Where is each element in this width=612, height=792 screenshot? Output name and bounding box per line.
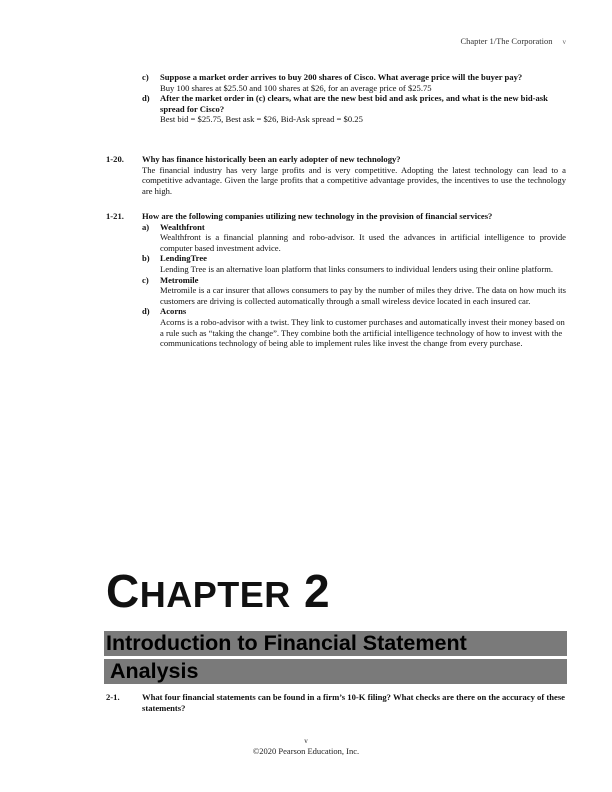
page-header — [460, 36, 566, 46]
question-1-20 — [106, 154, 566, 196]
part-answer: Metromile is a car insurer that allows consumers to pay by the number of miles they drive. The data on how much its customers are driving is collected automatically through a small wireless device located in each insured car. — [160, 285, 566, 306]
part-answer: Wealthfront is a financial planning and robo-advisor. It used the advances in artificial intelligence to provide computer based investment advice. — [160, 232, 566, 253]
question-1-21 — [106, 211, 566, 349]
part-label: a) — [142, 221, 150, 232]
question-part-d — [106, 306, 566, 317]
chapter-title-bar-2 — [104, 659, 567, 684]
part-title: Wealthfront — [160, 221, 205, 232]
question-part-c — [106, 72, 566, 83]
part-label: c) — [142, 274, 149, 285]
part-title: Metromile — [160, 274, 199, 285]
part-answer: Buy 100 shares at $25.50 and 100 shares at $26, for an average price of $25.75 — [160, 82, 432, 93]
question-2-1 — [106, 692, 566, 713]
chapter-title-line-2: Analysis — [110, 659, 199, 683]
question-heading — [106, 154, 566, 165]
question-text: How are the following companies utilizing new technology in the provision of financial services? — [142, 211, 493, 221]
part-label: d) — [142, 306, 150, 317]
chapter-word: HAPTER — [139, 574, 291, 615]
part-answer: Lending Tree is an alternative loan platform that links consumers to individual lenders using their online platform. — [160, 263, 554, 274]
question-answer: The financial industry has very large profits and is very competitive. Adopting the latest technology can lead to a competitive advantage. Given the large profits that a competitive advantage provides, the incentives to use the technology are high. — [142, 164, 566, 196]
question-heading — [106, 692, 566, 713]
question-part-a — [106, 222, 566, 233]
chapter-first-letter: C — [106, 565, 140, 617]
question-heading — [106, 211, 566, 222]
part-answer: Acorns is a robo-advisor with a twist. They link to customer purchases and automatically invest their money based on a rule such as “taking the change”. They combine both the artificial intelligence technology of how to invest with the communications technology of being able to implement rules like invest the change from every purchase. — [160, 316, 565, 349]
chapter-title-bar-1 — [104, 631, 567, 656]
question-part-c — [106, 275, 566, 286]
question-part-b — [106, 253, 566, 264]
part-label: d) — [142, 93, 150, 104]
part-title: LendingTree — [160, 253, 207, 264]
question-text: Why has finance historically been an early adopter of new technology? — [142, 154, 401, 164]
chapter-heading — [106, 566, 330, 620]
chapter-title-line-1: Introduction to Financial Statement — [106, 631, 467, 655]
footer-page-marker: v — [304, 737, 308, 745]
part-question: Suppose a market order arrives to buy 200 shares of Cisco. What average price will the buyer pay? — [160, 72, 523, 82]
question-number: 1-20. — [106, 154, 124, 164]
chapter-number: 2 — [304, 565, 331, 617]
header-title: Chapter 1/The Corporation — [460, 36, 553, 46]
question-number: 1-21. — [106, 211, 124, 221]
part-question: After the market order in (c) clears, what are the new best bid and ask prices, and what is the new bid-ask spread for Cisco? — [160, 93, 548, 114]
part-label: c) — [142, 72, 149, 82]
part-title: Acorns — [160, 306, 187, 317]
part-answer: Best bid = $25.75, Best ask = $26, Bid-Ask spread = $0.25 — [160, 114, 363, 125]
footer-copyright: ©2020 Pearson Education, Inc. — [252, 746, 360, 756]
part-label: b) — [142, 253, 150, 264]
question-number: 2-1. — [106, 692, 120, 702]
question-part-d — [106, 93, 566, 114]
question-text: What four financial statements can be found in a firm’s 10-K filing? What checks are there on the accuracy of these statements? — [142, 692, 565, 713]
header-page-marker: v — [562, 38, 566, 46]
question-1-19-continued — [106, 72, 566, 125]
